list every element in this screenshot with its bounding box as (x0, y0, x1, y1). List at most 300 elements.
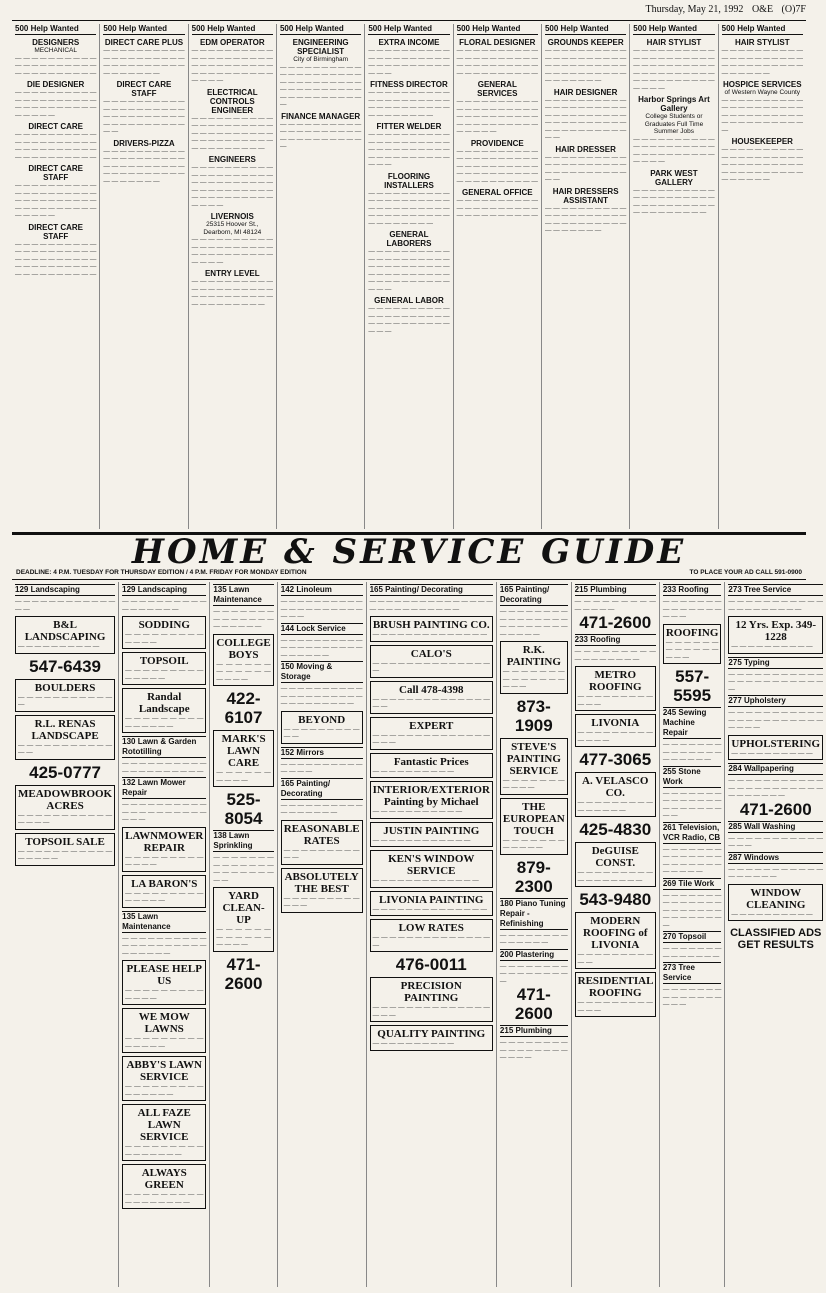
ad-body-text: — — — — — — — — — — — — — — (15, 598, 116, 613)
service-ad-name: LIVONIA PAINTING (379, 893, 484, 906)
classified-ad (545, 38, 626, 85)
ad-body-text: — — — — — — — — — — — — — — — — — — — — — — — — — — — — — — — — — — — — — — — — — — — — — — — — — — — — (544, 96, 627, 141)
service-ad (370, 891, 493, 917)
guide-column (572, 582, 660, 1287)
ad-body-text: — — — — — — — — — — — — (577, 999, 653, 1014)
service-ad (122, 960, 206, 1005)
service-ad-name: KEN'S WINDOW SERVICE (388, 853, 475, 877)
ad-body-text: — — — — — — — — — — — — — — — — — — — — — — — — — — — — — — — — — — — — — (103, 47, 185, 77)
ad-body-text: — — — — — — — — — — — — — — — — — — — — — — — — — — — — — — — — — — — — — — — — (15, 131, 97, 161)
ad-title: FLOORING INSTALLERS (384, 171, 434, 190)
ad-body-text: — — — — — — — — — — — — — — — — — — — — — — — — — — — — — — — — — — — — — — — — — — — — — (456, 98, 538, 135)
ad-title: DESIGNERS (32, 38, 80, 47)
service-ad-name: 12 Yrs. Exp. 349-1228 (735, 619, 817, 643)
help-wanted-column (719, 24, 806, 529)
header-paper: O&E (751, 4, 774, 15)
category-heading: 277 Upholstery (728, 695, 823, 707)
ad-body-text: — — — — — — — — — — — — — — — (577, 799, 653, 814)
service-ad-name: TOPSOIL SALE (25, 835, 105, 848)
service-ad (500, 798, 568, 855)
ad-body-text: — — — — — — — — — — — — — — — — — — — — — — — — — — (728, 709, 824, 731)
ad-subtitle: MECHANICAL (34, 47, 77, 54)
classified-ad (545, 187, 626, 235)
ad-title: EXTRA INCOME (378, 38, 440, 47)
service-ad-name: LA BARON'S (131, 877, 198, 890)
service-ad-name: MEADOWBROOK ACRES (18, 787, 113, 812)
service-ad-name: STEVE'S PAINTING SERVICE (506, 740, 561, 777)
ad-body-text: — — — — — — — — — — — — — — — — (125, 1143, 204, 1158)
ad-body-text: — — — — — — — — — — — — — — — — (18, 847, 113, 862)
service-ad (370, 977, 493, 1022)
ad-body-text: — — — — — — — — — — — — — — — — — — — — (499, 1039, 568, 1061)
ad-body-text: — — — — — — — — — — — — — — — — — — — — — — — — — — — — — — — — — (368, 47, 450, 77)
classified-ad (368, 230, 449, 293)
ad-title: HAIR DRESSERS ASSISTANT (552, 186, 619, 205)
service-ad-name: Randal Landscape (138, 691, 190, 715)
service-ad-name: DeGUISE CONST. (591, 845, 639, 869)
guide-column (367, 582, 497, 1287)
classified-ad (545, 88, 626, 142)
service-ad (213, 730, 273, 787)
classified-ad (722, 80, 803, 134)
ad-body-text: — — — — — — — — — — — — — — — — — (728, 865, 824, 880)
ad-title: GENERAL LABOR (374, 296, 444, 305)
service-ad (122, 616, 206, 649)
ad-body-text: — — — — — — — — — — — — — — — — — — — — — — — — — — — — — — — — — — — — — — — — — — — — — — — — — — — (279, 63, 362, 108)
category-heading: 180 Piano Tuning Repair - Refinishing (500, 898, 568, 930)
ad-body-text: — — — — — — — — — — — — — — — — — — — — — — — — — — — — — — (15, 54, 97, 77)
classified-ad (457, 188, 538, 220)
ad-body-text: — — — — — — — — — — (731, 910, 813, 918)
ad-title: DIE DESIGNER (26, 80, 85, 89)
service-ad (15, 679, 115, 712)
ad-body-text: — — — — — — — — — — — — — — — — — — — — — — — — — — — — — — — — — — — — — — — — (456, 47, 538, 77)
ad-title: PARK WEST GALLERY (650, 168, 698, 187)
classified-ad (280, 112, 361, 151)
ad-body-text: — — — — — — — — — — — — — — — — — — — — — — — — — — — — — — — — — — — — — — — — — — — — — — — (544, 47, 627, 84)
service-ad-name: Fantastic Prices (393, 755, 469, 768)
service-ad (370, 753, 493, 779)
service-ad (370, 781, 493, 819)
category-heading: 150 Moving & Storage (281, 661, 363, 683)
ad-body-text: — — — — — — — — — — — — — — — — — — — — — — — — — — — — — (728, 777, 824, 799)
service-ad-name: ALWAYS GREEN (141, 1167, 187, 1191)
running-header (12, 4, 806, 18)
service-ad-name: Call 478-4398 (399, 683, 464, 696)
ad-phone-number: 543-9480 (579, 890, 652, 909)
guide-column (119, 582, 210, 1287)
classified-footer: CLASSIFIED ADS GET RESULTS (730, 927, 822, 951)
category-heading: 269 Tile Work (663, 878, 722, 890)
ad-body-text: — — — — — — — — — — — — — — — — — — — — — — — — — — — — — — — — — — — (15, 89, 97, 119)
classified-ad (368, 80, 449, 119)
help-wanted-column (100, 24, 188, 529)
guide-column (210, 582, 277, 1287)
ad-body-text: — — — — — — — — — — — — — — — (372, 934, 490, 949)
service-ad (370, 822, 493, 848)
ad-body-text: — — — — — — — — — — — — — — — — — — — — — — — — — — — — — — — — (544, 153, 627, 183)
service-ad-name: JUSTIN PAINTING (383, 824, 480, 837)
ad-body-text: — — — — — — — — — — — — — — — (125, 1083, 204, 1098)
service-ad (728, 735, 823, 761)
ad-body-text: — — — — — — — — — — — — — — — (372, 659, 490, 674)
ad-body-text: — — — — — — — — — — — — — — — — — — — — — — — — — — — — — — — — — — — — — — — — — — — — — — — — — — (456, 147, 538, 185)
ad-phone-number: 477-3065 (579, 750, 652, 769)
ad-body-text: — — — — — — — — — — — — — — — — — — — — — — — (662, 789, 722, 819)
service-ad-name: ABBY'S LAWN SERVICE (126, 1059, 202, 1083)
classified-ad (192, 38, 273, 85)
ad-body-text: — — — — — — — — — — — — — (18, 741, 113, 756)
ad-body-text: — — — — — — — — — — — — — — — — — — — — — — — — — — — — — — — — — — — — — — — — — — — — — — — — — — — — — — (191, 164, 273, 209)
ad-body-text: — — — — — — — — — — — — — — (125, 667, 204, 682)
service-ad-name: LIVONIA (591, 717, 640, 729)
ad-body-text: — — — — — — — — — — — — — — — — — — — — — — — — — — — — — — — — — — — — — — (368, 89, 450, 119)
ad-body-text: — — — — — — — — — — — — — — — — — — — — — — — — — — — — — — — — — — — — — — — (633, 186, 715, 216)
help-wanted-column (277, 24, 365, 529)
category-heading: 284 Wallpapering (728, 763, 823, 775)
category-heading: 142 Linoleum (281, 584, 363, 596)
ad-title: DIRECT CARE PLUS (104, 38, 184, 47)
column-heading: 500 Help Wanted (633, 24, 714, 35)
service-ad (575, 714, 656, 747)
service-ad (213, 887, 273, 952)
ad-body-text: — — — — — — — — — — — — — — — — — — — — — — — — — — — — — — — — — (368, 305, 450, 335)
service-ad-name: METRO ROOFING (588, 669, 642, 693)
ad-title: GENERAL LABORERS (386, 230, 432, 248)
service-ad-name: ROOFING (665, 626, 719, 639)
classified-ad (368, 122, 449, 169)
category-heading: 261 Television, VCR Radio, CB (662, 822, 721, 842)
ad-body-text: — — — — — — — — — — — — — — — — — — — — — — — (122, 801, 207, 823)
ad-body-text: — — — — — — — — — — — — — — — — — — — — — — — — — — — — — (499, 608, 568, 638)
ad-title: FITNESS DIRECTOR (370, 80, 448, 89)
guide-column (725, 582, 826, 1287)
ad-body-text: — — — — — — — — — — — — — — — — — — — — — — — — — — — — — — — — — — — — (721, 47, 803, 77)
service-ad (370, 850, 493, 888)
ad-body-text: — — — — — — — — — — — — — — — — — — — — (662, 741, 722, 763)
ad-body-text: — — — — — — — — — — — — — — — — — — — — (213, 608, 274, 630)
ad-body-text: — — — — — — — — — — — — — — (499, 931, 568, 946)
ad-body-text: — — — — — — — — — — — (283, 846, 360, 861)
ad-body-text: — — — — — — — — — — — — — — — — — — — — — — — — — — — — — — — — — — — — — (544, 204, 627, 234)
category-heading: 138 Lawn Sprinkling (213, 830, 273, 852)
ad-body-text: — — — — — — — — — — — — — — — — — — — — — — — — — — — — — — — — — — — — — — — — — — — — — — — — — — (15, 240, 97, 278)
ad-body-text: — — — — — — — — — — — — — — — — — — — — — — — — — — — — — — — — — — — — — — — — — (721, 96, 803, 134)
service-ad (370, 1025, 493, 1051)
ad-body-text: — — — — — — — — — — — — — — — — — — — — — — — — — — — — — — — — — — — — — — — — — — (103, 98, 185, 135)
service-ad-name: EXPERT (409, 719, 454, 732)
help-wanted-column (365, 24, 453, 529)
service-ad (122, 1008, 206, 1053)
ad-body-text: — — — — — — — — — — — — — — — — — — — — — — — — — — — — — — — — — — — — — — — — — — — — — — — — — — — — — (368, 248, 450, 293)
service-ad-name: A. VELASCO CO. (582, 775, 649, 799)
ad-title: HAIR DRESSER (555, 144, 616, 154)
classified-ad (545, 145, 626, 184)
ad-body-text: — — — — — — — — — — — — — — — — — (502, 668, 565, 690)
ad-body-text: — — — — — — — — — — — — (502, 836, 565, 851)
column-heading: 500 Help Wanted (545, 24, 626, 35)
category-heading: 165 Painting/ Decorating (370, 584, 493, 596)
ad-phone-number: 525-8054 (224, 790, 263, 828)
ad-phone-number: 471-2600 (224, 954, 263, 993)
classified-ad (457, 139, 538, 186)
ad-body-text: — — — — — — — — — — — — — — (125, 1035, 204, 1050)
ad-body-text: — — — — — — — — — — — — — (125, 631, 204, 646)
service-ad-name: R.L. RENAS LANDSCAPE (31, 717, 99, 742)
ad-body-text: — — — — — — — — — — — — (372, 836, 471, 844)
service-ad-name: ABSOLUTELY THE BEST (284, 870, 359, 895)
category-heading: 130 Lawn & Garden Rototilling (122, 736, 206, 758)
ad-body-text: — — — — — — — — — — — — — — — — — — — — — — — (728, 670, 824, 693)
ad-body-text: — — — — — — — — — — (372, 767, 454, 775)
ad-title: ENTRY LEVEL (204, 269, 260, 278)
ad-body-text: — — — — — — — — — — — — — — — — — (122, 598, 207, 613)
ad-body-text: — — — — — — — — — — — — — — (662, 945, 722, 960)
help-wanted-column (542, 24, 630, 529)
classified-ad (192, 269, 273, 308)
guide-column (497, 582, 572, 1287)
help-wanted-section (12, 24, 806, 529)
service-ad (15, 715, 115, 760)
service-ad (728, 884, 823, 922)
help-wanted-column (12, 24, 100, 529)
service-ad (370, 616, 493, 642)
service-ad (122, 875, 206, 908)
classified-ad (192, 212, 273, 266)
ad-body-text: — — — — — — — — — — — — — — — (665, 638, 719, 661)
ad-title: DIRECT CARE STAFF (28, 164, 83, 182)
ad-body-text: — — — — — — — — — — — — (18, 693, 113, 708)
category-heading: 287 Windows (728, 852, 823, 864)
service-ad (728, 616, 823, 654)
service-ad (370, 645, 493, 678)
category-heading: 270 Topsoil (663, 931, 722, 943)
ad-phone-number: 425-0777 (29, 762, 101, 782)
category-heading: 129 Landscaping (15, 584, 115, 596)
ad-phone-number: 471-2600 (739, 799, 812, 819)
service-ad (575, 666, 656, 711)
service-ad-name: R.K. PAINTING (506, 644, 561, 668)
guide-title: HOME & SERVICE GUIDE (131, 532, 687, 572)
service-ad-name: PRECISION PAINTING (400, 980, 462, 1004)
ad-body-text: — — — — — — — — — — — — — — — — — — — — — — — — — — — — — — — — — — — — — — — — — — — — — — — — — (191, 114, 273, 152)
ad-title: GENERAL SERVICES (477, 80, 518, 98)
category-heading: 285 Wall Washing (728, 821, 823, 833)
classified-ad (192, 88, 273, 153)
ad-body-text: — — — — — — — — — — — — — — — — — (372, 731, 490, 746)
category-heading: 200 Plastering (500, 949, 568, 961)
category-heading: 129 Landscaping (122, 584, 206, 596)
classified-ad (15, 223, 96, 279)
category-heading: 152 Mirrors (281, 747, 363, 759)
ad-subtitle: 25315 Hoover St., Dearborn, MI 48124 (203, 221, 262, 236)
guide-column (278, 582, 367, 1287)
service-ad (663, 624, 722, 665)
ad-title: LIVERNOIS (210, 212, 254, 221)
category-heading: 144 Lock Service (281, 623, 363, 635)
classified-ad (368, 296, 449, 335)
category-heading: 273 Tree Service (728, 584, 823, 596)
guide-banner (12, 532, 806, 580)
service-ad-name: BEYOND (298, 713, 346, 726)
ad-body-text: — — — — — — — — — — — — — — (372, 631, 488, 638)
ad-body-text: — — — — — — — — — — — — (283, 894, 360, 909)
classified-ad (368, 38, 449, 77)
ad-phone-number: 471-2600 (579, 613, 652, 632)
service-ad-name: MODERN ROOFING of LIVONIA (583, 915, 648, 951)
ad-subtitle: City of Birmingham (293, 56, 349, 63)
ad-body-text: — — — — — — — — — — — — — — — — — — — — (728, 598, 824, 613)
service-ad-name: BRUSH PAINTING CO. (372, 619, 490, 631)
ad-title: FLORAL DESIGNER (459, 38, 536, 47)
ad-body-text: — — — — — — — — — — — — — — — — — — — — — — — — — — (122, 934, 207, 957)
guide-column (12, 582, 119, 1287)
category-heading: 245 Sewing Machine Repair (663, 707, 722, 739)
service-ad (370, 717, 493, 750)
ad-body-text: — — — — — — — — — — — — — — — — — — — — — — — — — — (280, 636, 363, 659)
service-ad (122, 1056, 206, 1101)
ad-body-text: — — — — — — — — — — — — — — — — — — — — — — — — — — — — — — — — — — (633, 135, 715, 165)
header-page: (O)7F (781, 4, 806, 15)
service-ad-name: BOULDERS (34, 681, 96, 694)
ad-body-text: — — — — — — — — — — — — — — — — — — — — — — — — — — — — — — — — — — — — — — — — — — — — — — — — — — — — — — (633, 47, 715, 92)
column-heading: 500 Help Wanted (457, 24, 538, 35)
column-heading: 500 Help Wanted (280, 24, 361, 35)
service-ad (575, 972, 656, 1017)
service-ad (122, 1104, 206, 1161)
ad-body-text: — — — — — — — — — — — — — — — — — (372, 1004, 490, 1019)
service-ad-name: PLEASE HELP US (126, 963, 202, 987)
ad-body-text: — — — — — — — — — — — — — — — — — — — — — — — (280, 598, 363, 620)
service-ad (575, 842, 656, 887)
ad-body-text: — — — — — — — — — — (216, 769, 271, 784)
ad-body-text: — — — — — — — — — — — — — — — — — — — — — — — — — — — — — — (456, 197, 538, 219)
ad-title: DIRECT CARE STAFF (116, 80, 172, 98)
service-ad (15, 833, 115, 866)
category-heading: 165 Painting/ Decorating (281, 778, 363, 800)
service-ad (281, 711, 363, 744)
ad-subtitle: of Western Wayne County (724, 89, 801, 96)
ad-body-text: — — — — — — — — — — — — — — — — — — — — (122, 760, 207, 775)
ad-body-text: — — — — — — — — — — — — — — — — — — — — — — — — — — — — — — — — — — (191, 236, 273, 266)
help-wanted-column (630, 24, 718, 529)
ad-title: FINANCE MANAGER (281, 111, 361, 121)
ad-body-text: — — — — — — — — — — — — — — (728, 834, 824, 849)
ad-body-text: — — — — — — — — — — — — — — — — (372, 695, 490, 710)
ad-title: ELECTRICAL CONTROLS ENGINEER (206, 87, 258, 115)
service-ad (500, 641, 568, 694)
help-wanted-column (189, 24, 277, 529)
service-ad-name: THE EUROPEAN TOUCH (502, 800, 565, 837)
classified-ad (280, 38, 361, 109)
ad-body-text: — — — — — — — — — — — — — — — — — (577, 869, 653, 884)
ad-body-text: — — — — — — — — — — (731, 643, 813, 650)
ad-body-text: — — — — — — — — — — — — — — (574, 598, 656, 613)
service-ad-name: B&L LANDSCAPING (24, 619, 106, 643)
ad-title: HOSPICE SERVICES (723, 80, 802, 89)
service-ad-name: WINDOW CLEANING (746, 886, 806, 911)
help-wanted-column (454, 24, 542, 529)
header-date: Thursday, May 21, 1992 (645, 4, 744, 15)
classified-ad (633, 95, 714, 166)
service-ad (15, 616, 115, 654)
ad-body-text: — — — — — — — — — — — — — — — — — — — — — — — — — — — — — — — — — — — — — — — — — — — — — — (721, 146, 803, 183)
ad-body-text: — — — — — — — — — — — — — — — — — — — — — — — — — — — — — — — — — — — — — — — — — — — — (191, 47, 273, 84)
ad-body-text: — — — — — — — — — — — — — — — — — (662, 598, 722, 620)
classified-ad (633, 169, 714, 217)
category-heading: 233 Roofing (663, 584, 722, 596)
service-ad (213, 634, 273, 687)
column-heading: 500 Help Wanted (192, 24, 273, 35)
ad-title: HAIR STYLIST (646, 38, 702, 47)
service-ad (500, 738, 568, 795)
classified-ad (103, 38, 184, 77)
ad-body-text: — — — — — — — — — — — — — — — — — — — — — — — — — — — — — — — — — — — — — — — — — — — — — — — (103, 147, 185, 185)
ad-body-text: — — — — — — — — — — — — — — — — — — — — — — — (213, 854, 274, 884)
service-ad-name: ALL FAZE LAWN SERVICE (137, 1107, 191, 1143)
classified-ad (103, 139, 184, 186)
ad-body-text: — — — — — — — — — — (18, 643, 100, 650)
category-heading: 215 Plumbing (575, 584, 656, 596)
service-ad (281, 868, 363, 913)
classified-ad (15, 122, 96, 161)
category-heading: 273 Tree Service (663, 962, 722, 984)
ad-body-text: — — — — — — — — — — — — — — — — — (499, 962, 568, 985)
guide-call: TO PLACE YOUR AD CALL 591-0900 (689, 569, 802, 576)
ad-body-text: — — — — — — — — — — — — — — (372, 905, 488, 913)
guide-deadline: DEADLINE: 4 P.M. TUESDAY FOR THURSDAY EDITION / 4 P.M. FRIDAY FOR MONDAY EDITION (16, 569, 307, 576)
ad-phone-number: 425-4830 (579, 820, 652, 839)
category-heading: 135 Lawn Maintenance (213, 584, 273, 606)
ad-body-text: — — — — — — — — — — — — — — — — — — — — — — — — — — — — — — — — — — — — — — — — — — — — — — — — (368, 189, 450, 227)
ad-body-text: — — — — — — — — — — — — — — — — — — — — — — — — — — — — — (662, 891, 722, 929)
ad-phone-number: 873-1909 (514, 696, 553, 735)
ad-body-text: — — — — — — — — — — — — — — — — — — — — — — — — — — — — — — — — — — — — — — — — — — — (368, 131, 450, 168)
ad-body-text: — — — — — — — — — — — — — (125, 987, 204, 1002)
ad-body-text: — — — — — — — — — — — — — — — — — — — — — — — — — — (662, 845, 722, 875)
classified-ad (15, 80, 96, 119)
ad-title: HAIR DESIGNER (553, 87, 618, 97)
ad-title: GROUNDS KEEPER (547, 38, 624, 47)
service-ad (122, 827, 206, 872)
ad-body-text: — — — — — — — — — — — — — — — — — (574, 648, 656, 663)
ad-body-text: — — — — — — — — — — — — — — — — — (280, 801, 363, 816)
ad-body-text: — — — — — — — — — — (731, 749, 813, 757)
service-ad-name: COLLEGE BOYS (216, 636, 271, 661)
ad-phone-number: 879-2300 (514, 857, 553, 896)
column-heading: 500 Help Wanted (15, 24, 96, 35)
ad-body-text: — — — — — — — — — — — (283, 725, 360, 740)
service-ad (281, 820, 363, 865)
ad-title: DIRECT CARE STAFF (28, 222, 83, 241)
category-heading: 165 Painting/ Decorating (500, 584, 568, 606)
ad-title: DIRECT CARE (28, 122, 83, 131)
service-ad-name: WE MOW LAWNS (138, 1011, 190, 1035)
classified-ad (722, 38, 803, 77)
category-heading: 233 Roofing (575, 634, 656, 646)
service-ad (122, 1164, 206, 1209)
ad-body-text: — — — — — — — — — — (372, 1040, 454, 1047)
service-ad-name: RESIDENTIAL ROOFING (577, 975, 654, 999)
ad-body-text: — — — — — — — — — — — (502, 776, 565, 791)
service-ad (122, 688, 206, 733)
ad-body-text: — — — — — — — — — — — — — — — — (216, 660, 271, 683)
ad-body-text: — — — — — — — — — — — — — — — — — — — — — — — — — — — — — — — — — — — — — — — (191, 278, 273, 308)
ad-phone-number: 476-0011 (395, 955, 467, 974)
service-ad-name: CALO'S (410, 647, 452, 660)
ad-phone-number: 557-5595 (673, 667, 712, 705)
classified-ad (103, 80, 184, 136)
